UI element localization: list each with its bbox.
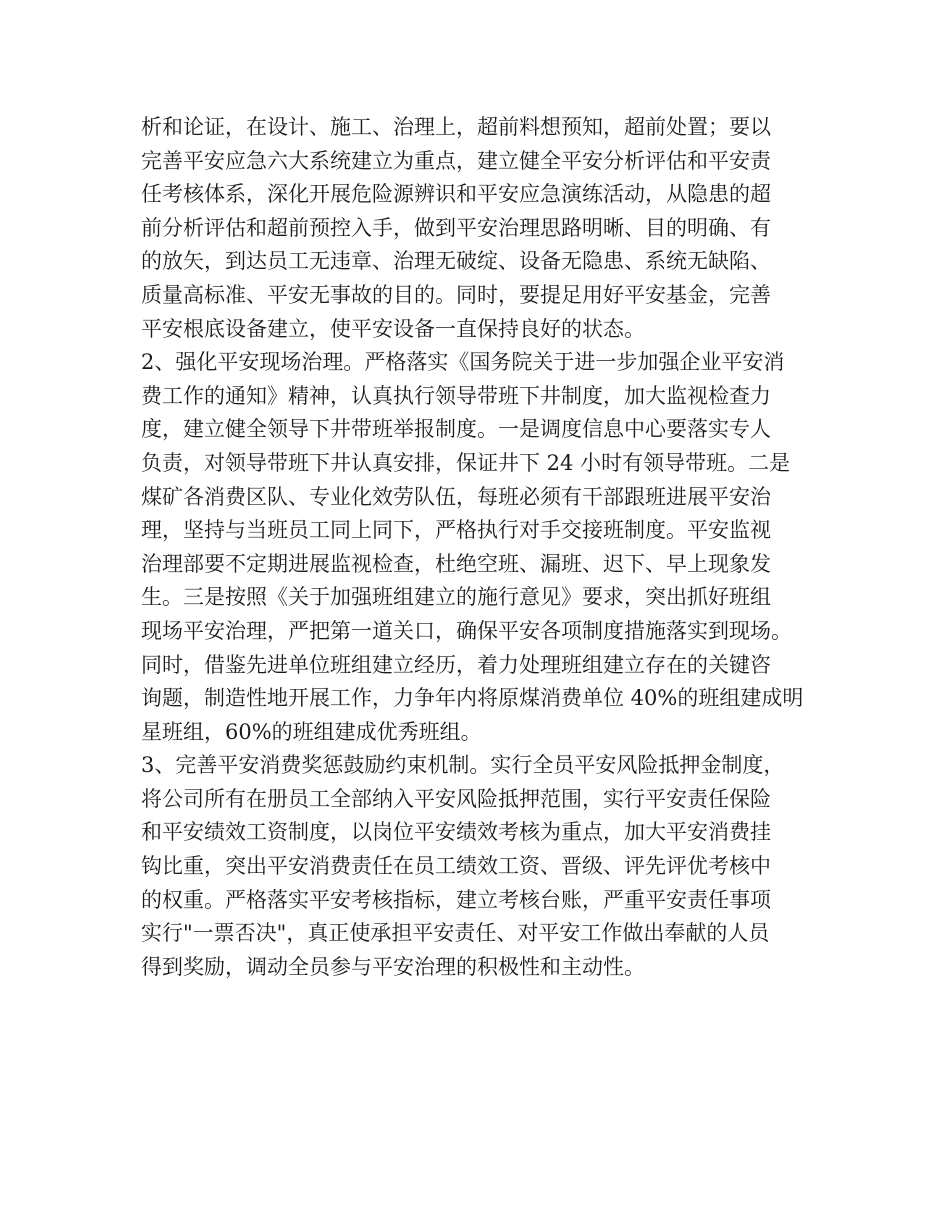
text-line: 询题，制造性地开展工作，力争年内将原煤消费单位 40%的班组建成明 (141, 686, 804, 711)
text-line: 生。三是按照《关于加强班组建立的施行意见》要求，突出抓好班组 (141, 585, 771, 610)
text-line: 3、完善平安消费奖惩鼓励约束机制。实行全员平安风险抵押金制度， (141, 753, 785, 778)
text-line: 钩比重，突出平安消费责任在员工绩效工资、晋级、评先评优考核中 (141, 854, 771, 879)
text-line: 实行"一票否决"，真正使承担平安责任、对平安工作做出奉献的人员 (141, 921, 770, 946)
text-line: 2、强化平安现场治理。严格落实《国务院关于进一步加强企业平安消 (141, 350, 785, 375)
text-line: 析和论证，在设计、施工、治理上，超前料想预知，超前处置；要以 (141, 115, 771, 139)
text-line: 费工作的通知》精神，认真执行领导带班下井制度，加大监视检查力 (141, 383, 771, 408)
text-line: 负责，对领导带班下井认真安排，保证井下 24 小时有领导带班。二是 (141, 450, 791, 475)
text-line: 现场平安治理，严把第一道关口，确保平安各项制度措施落实到现场。 (141, 618, 792, 643)
text-line: 平安根底设备建立，使平安设备一直保持良好的状态。 (141, 316, 645, 341)
text-line: 理，坚持与当班员工同上同下，严格执行对手交接班制度。平安监视 (141, 518, 771, 543)
text-line: 度，建立健全领导下井带班举报制度。一是调度信息中心要落实专人 (141, 417, 771, 442)
text-line: 的权重。严格落实平安考核指标，建立考核台账，严重平安责任事项 (141, 887, 771, 912)
document-body (141, 111, 841, 984)
text-line: 任考核体系，深化开展危险源辨识和平安应急演练活动，从隐患的超 (141, 182, 771, 207)
text-line: 质量高标准、平安无事故的目的。同时，要提足用好平安基金，完善 (141, 282, 771, 307)
text-line: 和平安绩效工资制度，以岗位平安绩效考核为重点，加大平安消费挂 (141, 820, 771, 845)
text-line: 将公司所有在册员工全部纳入平安风险抵押范围，实行平安责任保险 (141, 786, 771, 811)
text-line: 治理部要不定期进展监视检查，杜绝空班、漏班、迟下、早上现象发 (141, 551, 771, 576)
text-line: 前分析评估和超前预控入手，做到平安治理思路明晰、目的明确、有 (141, 215, 771, 240)
text-line: 星班组，60%的班组建成优秀班组。 (141, 719, 482, 744)
text-line: 煤矿各消费区队、专业化效劳队伍，每班必须有干部跟班进展平安治 (141, 484, 771, 509)
text-line: 得到奖励，调动全员参与平安治理的积极性和主动性。 (141, 954, 645, 979)
text-line: 的放矢，到达员工无违章、治理无破绽、设备无隐患、系统无缺陷、 (141, 249, 771, 274)
text-line: 同时，借鉴先进单位班组建立经历，着力处理班组建立存在的关键咨 (141, 652, 771, 677)
text-line: 完善平安应急六大系统建立为重点，建立健全平安分析评估和平安责 (141, 148, 771, 173)
